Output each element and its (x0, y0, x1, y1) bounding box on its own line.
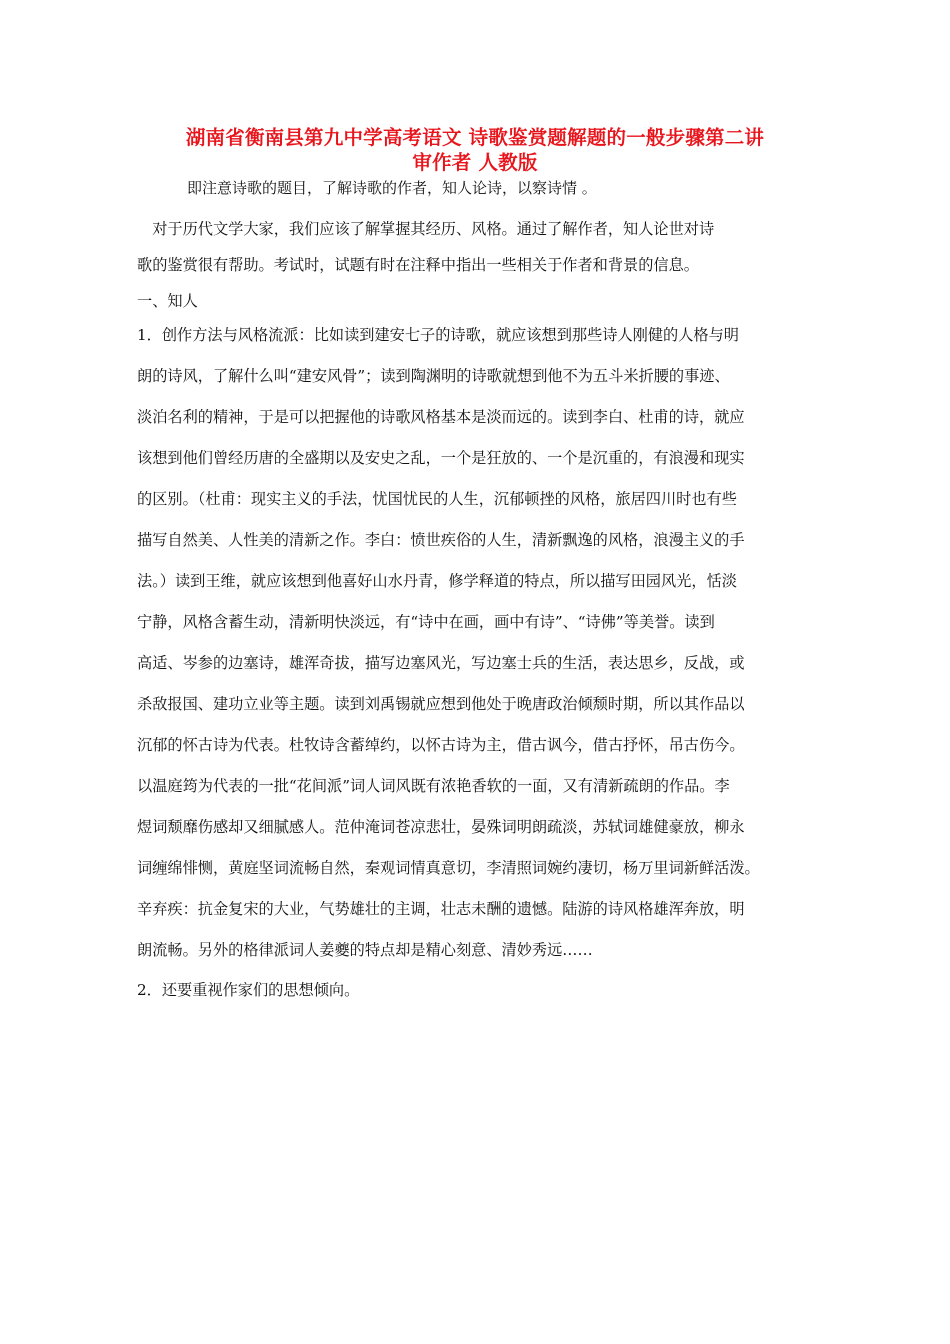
paragraph-line: 该想到他们曾经历唐的全盛期以及安史之乱，一个是狂放的、一个是沉重的，有浪漫和现实 (137, 449, 745, 467)
section-heading: 2．还要重视作家们的思想倾向。 (137, 981, 360, 999)
paragraph-line: 沉郁的怀古诗为代表。杜牧诗含蓄绰约，以怀古诗为主，借古讽今，借古抒怀，吊古伤今。 (137, 736, 745, 754)
paragraph-line: 的区别。（杜甫：现实主义的手法，忧国忧民的人生，沉郁顿挫的风格，旅居四川时也有些 (137, 490, 737, 508)
paragraph-line: 杀敌报国、建功立业等主题。读到刘禹锡就应想到他处于晚唐政治倾颓时期，所以其作品以 (137, 695, 745, 713)
paragraph-line: 淡泊名利的精神，于是可以把握他的诗歌风格基本是淡而远的。读到李白、杜甫的诗，就应 (137, 408, 745, 426)
paragraph-line: 辛弃疾：抗金复宋的大业，气势雄壮的主调，壮志未酬的遗憾。陆游的诗风格雄浑奔放，明 (137, 900, 745, 918)
paragraph-line: 以温庭筠为代表的一批“花间派”词人词风既有浓艳香软的一面，又有清新疏朗的作品。李 (137, 777, 730, 795)
document-title-line-1: 湖南省衡南县第九中学高考语文 诗歌鉴赏题解题的一般步骤第二讲 (185, 126, 765, 149)
paragraph-line: 朗的诗风，了解什么叫“建安风骨”；读到陶渊明的诗歌就想到他不为五斗米折腰的事迹、 (137, 367, 730, 385)
paragraph-line: 朗流畅。另外的格律派词人姜夔的特点却是精心刻意、清妙秀远…… (137, 941, 593, 959)
paragraph-line: 高适、岑参的边塞诗，雄浑奇拔，描写边塞风光，写边塞士兵的生活，表达思乡，反战，或 (137, 654, 745, 672)
section-heading: 一、知人 (137, 292, 198, 310)
paragraph-line: 煜词颓靡伤感却又细腻感人。范仲淹词苍凉悲壮，晏殊词明朗疏淡，苏轼词雄健豪放，柳永 (137, 818, 745, 836)
paragraph-line: 法。）读到王维，就应该想到他喜好山水丹青，修学释道的特点，所以描写田园风光，恬淡 (137, 572, 737, 590)
paragraph-line: 描写自然美、人性美的清新之作。李白：愤世疾俗的人生，清新飘逸的风格，浪漫主义的手 (137, 531, 745, 549)
paragraph-line: 宁静，风格含蓄生动，清新明快淡远，有“诗中在画，画中有诗”、“诗佛”等美誉。读到 (137, 613, 715, 631)
document-subtitle: 即注意诗歌的题目，了解诗歌的作者，知人论诗，以察诗情 。 (187, 179, 597, 197)
paragraph-line: 歌的鉴赏很有帮助。考试时，试题有时在注释中指出一些相关于作者和背景的信息。 (137, 256, 699, 274)
document-title-line-2: 审作者 人教版 (412, 151, 538, 174)
paragraph-line: 1．创作方法与风格流派：比如读到建安七子的诗歌，就应该想到那些诗人刚健的人格与明 (137, 326, 739, 344)
paragraph-line: 词缠绵悱恻，黄庭坚词流畅自然，秦观词情真意切，李清照词婉约凄切，杨万里词新鲜活泼。 (137, 859, 760, 877)
paragraph-line: 对于历代文学大家，我们应该了解掌握其经历、风格。通过了解作者，知人论世对诗 (137, 220, 715, 238)
